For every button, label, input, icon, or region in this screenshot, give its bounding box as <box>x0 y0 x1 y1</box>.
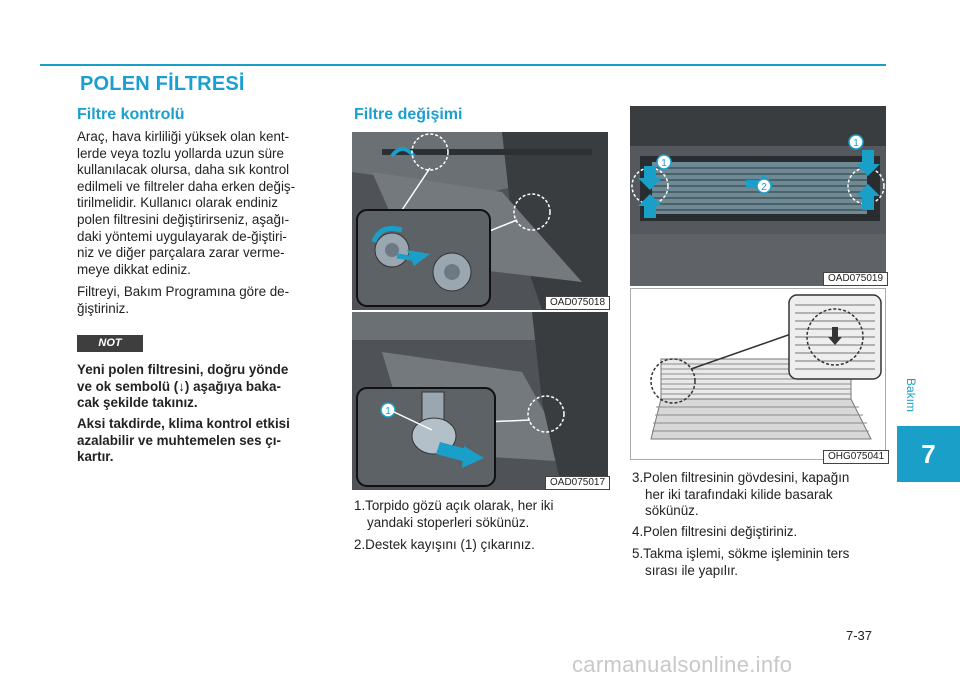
text-line: azalabilir ve muhtemelen ses çı- <box>77 432 281 448</box>
text-line: sırası ile yapılır. <box>645 562 739 578</box>
callout-1: 1 <box>385 406 391 417</box>
note-paragraph-2 <box>77 416 333 466</box>
note-paragraph-1 <box>77 362 333 412</box>
text-line: polen filtresini değiştirirseniz, aşağı- <box>77 211 290 227</box>
figure-filter-housing <box>630 106 886 286</box>
text-line: Araç, hava kirliliği yüksek olan kent- <box>77 129 290 144</box>
text-line: ğiştiriniz. <box>77 300 130 316</box>
heading-filtre-kontrolu: Filtre kontrolü <box>77 106 185 123</box>
text-line: her iki tarafındaki kilide basarak <box>645 486 833 502</box>
callout-1-left: 1 <box>661 158 667 169</box>
figure-caption: OAD075018 <box>545 296 610 310</box>
figure-caption: OAD075017 <box>545 476 610 490</box>
side-section-label: Bakım <box>904 378 918 413</box>
text-line: daki yöntemi uygulayarak de-ğiştiri- <box>77 228 287 244</box>
note-badge: NOT <box>77 335 143 352</box>
text-line: tirilmelidir. Kullanıcı olarak endiniz <box>77 195 278 211</box>
text-line: 1.Torpido gözü açık olarak, her iki <box>354 498 554 513</box>
paragraph-replace-schedule <box>77 284 333 317</box>
page-title: POLEN FİLTRESİ <box>80 73 245 95</box>
text-line: cak şekilde takınız. <box>77 395 198 411</box>
step-4: 4.Polen filtresini değiştiriniz. <box>632 524 798 539</box>
text-line: meye dikkat ediniz. <box>77 261 191 277</box>
text-line: yandaki stoperleri sökünüz. <box>367 514 530 530</box>
step-5 <box>632 546 886 579</box>
text-line: niz ve diğer parçalara zarar verme- <box>77 245 285 261</box>
figure-glovebox-stoppers <box>352 132 608 310</box>
text-line: lerde veya tozlu yollarda uzun süre <box>77 145 284 161</box>
figure-caption: OAD075019 <box>823 272 888 286</box>
heading-filtre-degisimi: Filtre değişimi <box>354 106 463 123</box>
callout-1-right: 1 <box>853 138 859 149</box>
figure-filter-cartridge <box>630 288 886 460</box>
step-3 <box>632 470 886 520</box>
text-line: Yeni polen filtresini, doğru yönde <box>77 362 289 377</box>
text-line: edilmeli ve filtreler daha erken değiş- <box>77 178 296 194</box>
chapter-tab: 7 <box>897 426 960 482</box>
callout-2: 2 <box>761 182 767 193</box>
paragraph-filter-check <box>77 129 333 278</box>
figure-caption: OHG075041 <box>823 450 889 464</box>
text-line: ve ok sembolü (↓) aşağıya baka- <box>77 378 281 394</box>
text-line: sökünüz. <box>645 503 699 519</box>
text-line: 3.Polen filtresinin gövdesini, kapağın <box>632 470 850 485</box>
text-line: kartır. <box>77 449 114 465</box>
page-number: 7-37 <box>846 628 873 643</box>
figure-support-strap <box>352 312 608 490</box>
text-line: 5.Takma işlemi, sökme işleminin ters <box>632 546 850 561</box>
watermark: carmanualsonline.info <box>572 652 793 677</box>
text-line: Filtreyi, Bakım Programına göre de- <box>77 284 290 299</box>
step-2: 2.Destek kayışını (1) çıkarınız. <box>354 537 535 552</box>
step-1 <box>354 498 608 531</box>
top-rule <box>40 64 886 66</box>
text-line: Aksi takdirde, klima kontrol etkisi <box>77 416 290 431</box>
text-line: kullanılacak olursa, daha sık kontrol <box>77 162 290 178</box>
